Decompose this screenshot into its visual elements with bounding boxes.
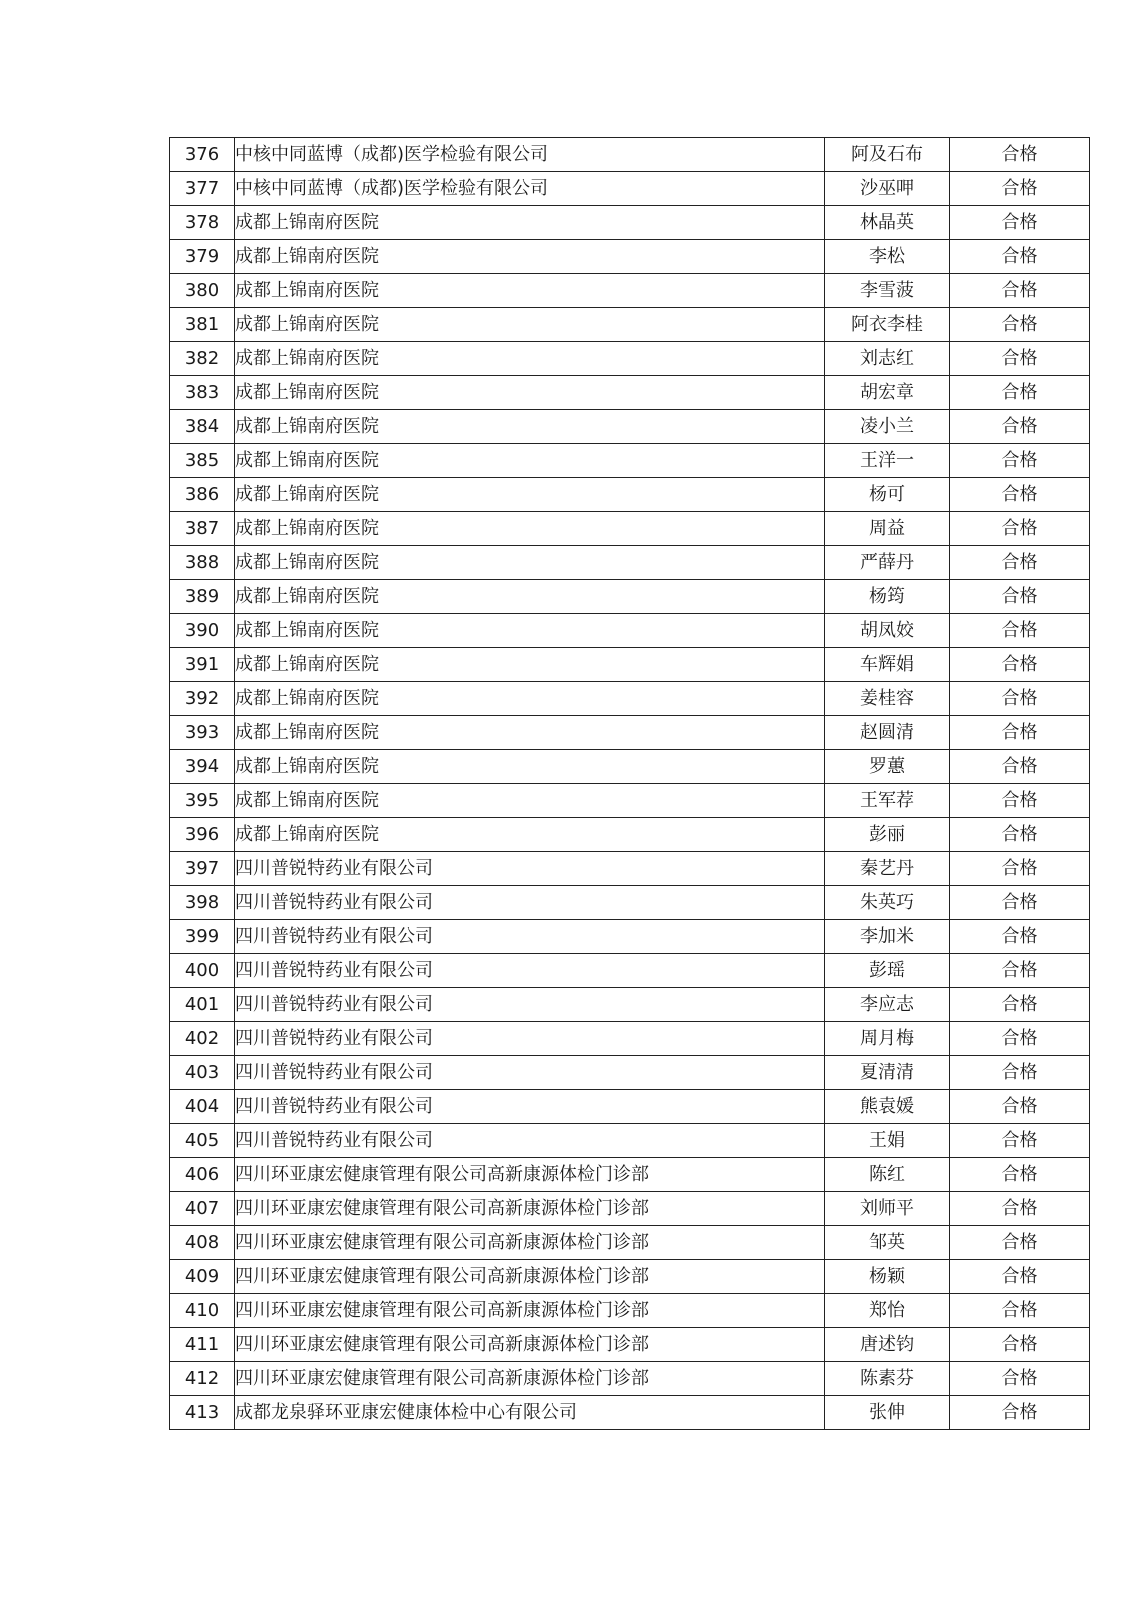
- person-name-cell: 刘志红: [825, 342, 950, 376]
- row-number: 413: [170, 1396, 235, 1430]
- row-number: 399: [170, 920, 235, 954]
- person-name-cell: 郑怡: [825, 1294, 950, 1328]
- result-cell: 合格: [950, 818, 1090, 852]
- result-cell: 合格: [950, 614, 1090, 648]
- result-cell: 合格: [950, 648, 1090, 682]
- organization-cell: 四川普锐特药业有限公司: [235, 954, 825, 988]
- result-cell: 合格: [950, 988, 1090, 1022]
- row-number: 401: [170, 988, 235, 1022]
- person-name-cell: 朱英巧: [825, 886, 950, 920]
- row-number: 393: [170, 716, 235, 750]
- row-number: 389: [170, 580, 235, 614]
- person-name-cell: 彭瑶: [825, 954, 950, 988]
- row-number: 412: [170, 1362, 235, 1396]
- person-name-cell: 严薛丹: [825, 546, 950, 580]
- person-name-cell: 王洋一: [825, 444, 950, 478]
- result-cell: 合格: [950, 682, 1090, 716]
- person-name-cell: 秦艺丹: [825, 852, 950, 886]
- row-number: 402: [170, 1022, 235, 1056]
- person-name-cell: 周益: [825, 512, 950, 546]
- result-cell: 合格: [950, 546, 1090, 580]
- organization-cell: 四川环亚康宏健康管理有限公司高新康源体检门诊部: [235, 1158, 825, 1192]
- table-row: [170, 1158, 1090, 1192]
- result-cell: 合格: [950, 206, 1090, 240]
- person-name-cell: 夏清清: [825, 1056, 950, 1090]
- row-number: 409: [170, 1260, 235, 1294]
- organization-cell: 成都上锦南府医院: [235, 648, 825, 682]
- row-number: 382: [170, 342, 235, 376]
- person-name-cell: 车辉娟: [825, 648, 950, 682]
- row-number: 410: [170, 1294, 235, 1328]
- table-row: [170, 852, 1090, 886]
- row-number: 390: [170, 614, 235, 648]
- table-row: [170, 1260, 1090, 1294]
- row-number: 384: [170, 410, 235, 444]
- row-number: 408: [170, 1226, 235, 1260]
- row-number: 383: [170, 376, 235, 410]
- result-cell: 合格: [950, 1226, 1090, 1260]
- organization-cell: 成都上锦南府医院: [235, 410, 825, 444]
- organization-cell: 成都上锦南府医院: [235, 682, 825, 716]
- table-row: [170, 1396, 1090, 1430]
- row-number: 379: [170, 240, 235, 274]
- person-name-cell: 胡宏章: [825, 376, 950, 410]
- row-number: 394: [170, 750, 235, 784]
- organization-cell: 成都上锦南府医院: [235, 614, 825, 648]
- result-cell: 合格: [950, 784, 1090, 818]
- result-cell: 合格: [950, 954, 1090, 988]
- person-name-cell: 李加米: [825, 920, 950, 954]
- result-cell: 合格: [950, 172, 1090, 206]
- table-row: [170, 784, 1090, 818]
- table-row: [170, 1328, 1090, 1362]
- row-number: 392: [170, 682, 235, 716]
- result-cell: 合格: [950, 1192, 1090, 1226]
- results-table: [169, 137, 1090, 1430]
- result-cell: 合格: [950, 274, 1090, 308]
- row-number: 387: [170, 512, 235, 546]
- person-name-cell: 凌小兰: [825, 410, 950, 444]
- row-number: 396: [170, 818, 235, 852]
- table-row: [170, 648, 1090, 682]
- table-row: [170, 818, 1090, 852]
- organization-cell: 成都上锦南府医院: [235, 308, 825, 342]
- result-cell: 合格: [950, 308, 1090, 342]
- person-name-cell: 熊袁媛: [825, 1090, 950, 1124]
- person-name-cell: 阿及石布: [825, 138, 950, 172]
- table-row: [170, 478, 1090, 512]
- organization-cell: 成都上锦南府医院: [235, 716, 825, 750]
- organization-cell: 四川普锐特药业有限公司: [235, 1022, 825, 1056]
- organization-cell: 成都龙泉驿环亚康宏健康体检中心有限公司: [235, 1396, 825, 1430]
- organization-cell: 四川环亚康宏健康管理有限公司高新康源体检门诊部: [235, 1226, 825, 1260]
- organization-cell: 中核中同蓝博（成都)医学检验有限公司: [235, 172, 825, 206]
- result-cell: 合格: [950, 376, 1090, 410]
- organization-cell: 成都上锦南府医院: [235, 342, 825, 376]
- organization-cell: 成都上锦南府医院: [235, 478, 825, 512]
- person-name-cell: 彭丽: [825, 818, 950, 852]
- organization-cell: 四川环亚康宏健康管理有限公司高新康源体检门诊部: [235, 1260, 825, 1294]
- person-name-cell: 陈素芬: [825, 1362, 950, 1396]
- result-cell: 合格: [950, 1328, 1090, 1362]
- row-number: 405: [170, 1124, 235, 1158]
- result-cell: 合格: [950, 1260, 1090, 1294]
- result-cell: 合格: [950, 716, 1090, 750]
- table-row: [170, 682, 1090, 716]
- result-cell: 合格: [950, 1022, 1090, 1056]
- result-cell: 合格: [950, 1294, 1090, 1328]
- row-number: 381: [170, 308, 235, 342]
- table-row: [170, 274, 1090, 308]
- person-name-cell: 姜桂容: [825, 682, 950, 716]
- person-name-cell: 杨颖: [825, 1260, 950, 1294]
- person-name-cell: 林晶英: [825, 206, 950, 240]
- organization-cell: 成都上锦南府医院: [235, 206, 825, 240]
- result-cell: 合格: [950, 1090, 1090, 1124]
- table-row: [170, 750, 1090, 784]
- organization-cell: 成都上锦南府医院: [235, 818, 825, 852]
- table-row: [170, 138, 1090, 172]
- result-cell: 合格: [950, 852, 1090, 886]
- result-cell: 合格: [950, 410, 1090, 444]
- table-row: [170, 308, 1090, 342]
- person-name-cell: 王军荐: [825, 784, 950, 818]
- result-cell: 合格: [950, 138, 1090, 172]
- person-name-cell: 李雪菠: [825, 274, 950, 308]
- row-number: 400: [170, 954, 235, 988]
- result-cell: 合格: [950, 1362, 1090, 1396]
- person-name-cell: 陈红: [825, 1158, 950, 1192]
- result-cell: 合格: [950, 1396, 1090, 1430]
- result-cell: 合格: [950, 478, 1090, 512]
- table-row: [170, 954, 1090, 988]
- table-row: [170, 920, 1090, 954]
- row-number: 376: [170, 138, 235, 172]
- organization-cell: 四川环亚康宏健康管理有限公司高新康源体检门诊部: [235, 1192, 825, 1226]
- person-name-cell: 沙巫呷: [825, 172, 950, 206]
- organization-cell: 四川普锐特药业有限公司: [235, 886, 825, 920]
- person-name-cell: 周月梅: [825, 1022, 950, 1056]
- person-name-cell: 张伸: [825, 1396, 950, 1430]
- table-row: [170, 1226, 1090, 1260]
- table-row: [170, 240, 1090, 274]
- row-number: 411: [170, 1328, 235, 1362]
- person-name-cell: 王娟: [825, 1124, 950, 1158]
- table-row: [170, 444, 1090, 478]
- row-number: 377: [170, 172, 235, 206]
- person-name-cell: 李松: [825, 240, 950, 274]
- person-name-cell: 阿衣李桂: [825, 308, 950, 342]
- organization-cell: 成都上锦南府医院: [235, 750, 825, 784]
- result-cell: 合格: [950, 920, 1090, 954]
- organization-cell: 四川环亚康宏健康管理有限公司高新康源体检门诊部: [235, 1328, 825, 1362]
- table-row: [170, 1124, 1090, 1158]
- table-row: [170, 614, 1090, 648]
- organization-cell: 成都上锦南府医院: [235, 444, 825, 478]
- table-row: [170, 1056, 1090, 1090]
- table-row: [170, 988, 1090, 1022]
- table-row: [170, 206, 1090, 240]
- table-row: [170, 342, 1090, 376]
- person-name-cell: 刘师平: [825, 1192, 950, 1226]
- row-number: 406: [170, 1158, 235, 1192]
- result-cell: 合格: [950, 342, 1090, 376]
- result-cell: 合格: [950, 886, 1090, 920]
- row-number: 386: [170, 478, 235, 512]
- organization-cell: 四川普锐特药业有限公司: [235, 920, 825, 954]
- person-name-cell: 杨可: [825, 478, 950, 512]
- organization-cell: 成都上锦南府医院: [235, 784, 825, 818]
- row-number: 395: [170, 784, 235, 818]
- organization-cell: 四川普锐特药业有限公司: [235, 852, 825, 886]
- organization-cell: 成都上锦南府医院: [235, 274, 825, 308]
- organization-cell: 成都上锦南府医院: [235, 580, 825, 614]
- table-row: [170, 1294, 1090, 1328]
- result-cell: 合格: [950, 240, 1090, 274]
- row-number: 385: [170, 444, 235, 478]
- organization-cell: 四川普锐特药业有限公司: [235, 1056, 825, 1090]
- table-row: [170, 376, 1090, 410]
- organization-cell: 四川普锐特药业有限公司: [235, 988, 825, 1022]
- result-cell: 合格: [950, 750, 1090, 784]
- person-name-cell: 罗蕙: [825, 750, 950, 784]
- result-cell: 合格: [950, 512, 1090, 546]
- row-number: 404: [170, 1090, 235, 1124]
- result-cell: 合格: [950, 1124, 1090, 1158]
- table-row: [170, 410, 1090, 444]
- organization-cell: 中核中同蓝博（成都)医学检验有限公司: [235, 138, 825, 172]
- table-row: [170, 1362, 1090, 1396]
- table-row: [170, 716, 1090, 750]
- organization-cell: 成都上锦南府医院: [235, 546, 825, 580]
- person-name-cell: 邹英: [825, 1226, 950, 1260]
- organization-cell: 成都上锦南府医院: [235, 512, 825, 546]
- person-name-cell: 杨筠: [825, 580, 950, 614]
- table-row: [170, 1022, 1090, 1056]
- organization-cell: 四川普锐特药业有限公司: [235, 1090, 825, 1124]
- person-name-cell: 李应志: [825, 988, 950, 1022]
- row-number: 397: [170, 852, 235, 886]
- organization-cell: 四川环亚康宏健康管理有限公司高新康源体检门诊部: [235, 1362, 825, 1396]
- organization-cell: 四川普锐特药业有限公司: [235, 1124, 825, 1158]
- person-name-cell: 胡凤姣: [825, 614, 950, 648]
- row-number: 391: [170, 648, 235, 682]
- table-row: [170, 546, 1090, 580]
- organization-cell: 成都上锦南府医院: [235, 240, 825, 274]
- person-name-cell: 唐述钧: [825, 1328, 950, 1362]
- row-number: 378: [170, 206, 235, 240]
- result-cell: 合格: [950, 444, 1090, 478]
- row-number: 380: [170, 274, 235, 308]
- result-cell: 合格: [950, 580, 1090, 614]
- result-cell: 合格: [950, 1056, 1090, 1090]
- table-row: [170, 1090, 1090, 1124]
- row-number: 403: [170, 1056, 235, 1090]
- row-number: 407: [170, 1192, 235, 1226]
- row-number: 388: [170, 546, 235, 580]
- result-cell: 合格: [950, 1158, 1090, 1192]
- organization-cell: 成都上锦南府医院: [235, 376, 825, 410]
- table-row: [170, 512, 1090, 546]
- table-row: [170, 1192, 1090, 1226]
- table-row: [170, 580, 1090, 614]
- organization-cell: 四川环亚康宏健康管理有限公司高新康源体检门诊部: [235, 1294, 825, 1328]
- table-row: [170, 172, 1090, 206]
- table-row: [170, 886, 1090, 920]
- results-table-body: [170, 138, 1090, 1430]
- person-name-cell: 赵圆清: [825, 716, 950, 750]
- row-number: 398: [170, 886, 235, 920]
